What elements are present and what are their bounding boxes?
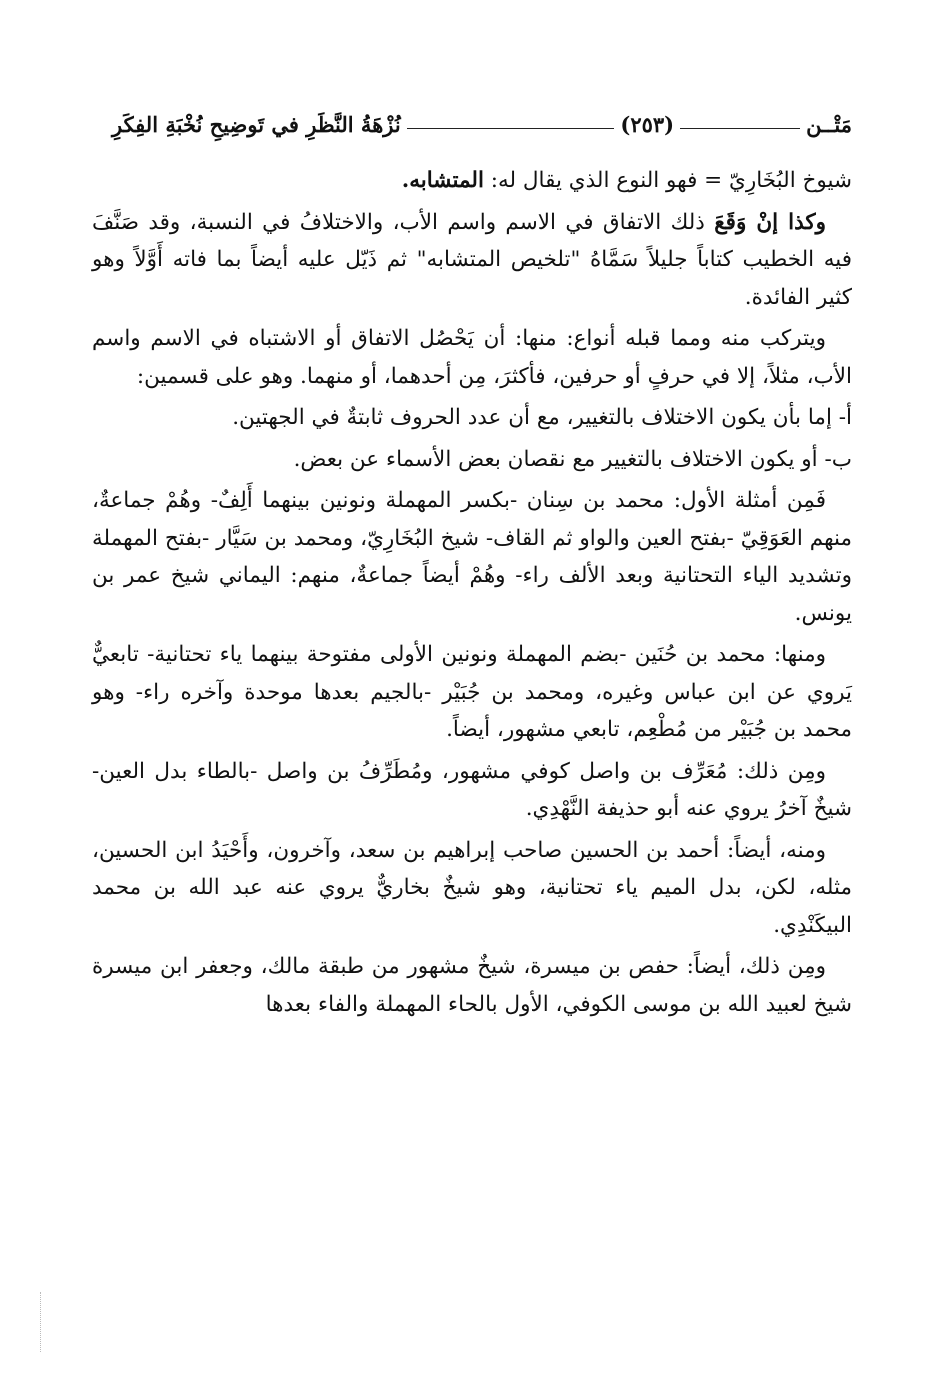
page-number: (٢٥٣) — [620, 111, 675, 137]
paragraph-4 — [92, 399, 852, 437]
paragraph-10 — [92, 948, 852, 1023]
paragraph-9 — [92, 832, 852, 945]
paragraph-text: ومنها: محمد بن حُنَين -بضم المهملة ونونين الأولى مفتوحة بينهما ياء تحتانية- تابعيٌّ يَروي عن ابن عباس وغيره، ومحمد بن جُبَيْر -بالجيم بعدها موحدة وآخره راء- وهو محمد بن جُبَيْر من مُطْعِم، تابعي مشهور، أيضاً. — [92, 642, 852, 742]
paragraph-5 — [92, 441, 852, 479]
paragraph-1 — [92, 162, 852, 200]
paragraph-2 — [92, 204, 852, 317]
paragraph-text: ذلك الاتفاق في الاسم واسم الأب، والاختلافُ في النسبة، وقد صَنَّفَ فيه الخطيب كتاباً جليلاً سَمَّاهُ "تلخيص المتشابه" ثم ذَيّل عليه أيضاً بما فاته أَوَّلاً وهو كثير الفائدة. — [92, 209, 852, 310]
header-rule-right — [680, 128, 800, 129]
paragraph-text: ومِن ذلك، أيضاً: حفص بن ميسرة، شيخٌ مشهور من طبقة مالك، وجعفر ابن ميسرة شيخ لعبيد الله بن موسى الكوفي، الأول بالحاء المهملة والفاء بعدها — [92, 954, 852, 1017]
scan-margin-mark — [40, 1292, 45, 1352]
running-head — [112, 104, 852, 144]
paragraph-text: فَمِن أمثلة الأول: محمد بن سِنان -بكسر المهملة ونونين بينهما أَلِفٌ- وهُمْ جماعةٌ، منهم العَوَقِيّ -بفتح العين والواو ثم القاف- شيخ البُخَارِيّ، ومحمد بن سَيَّار -بفتح المهملة وتشديد الياء التحتانية وبعد الألف راء- وهُمْ أيضاً جماعةٌ، منهم: اليماني شيخ عمر بن يونس. — [92, 488, 852, 626]
paragraph-text: ب- أو يكون الاختلاف بالتغيير مع نقصان بعض الأسماء عن بعض. — [293, 446, 852, 472]
paragraph-3 — [92, 320, 852, 395]
body-text — [92, 162, 852, 1027]
paragraph-text: شيوخ البُخَارِيّ = فهو النوع الذي يقال له: — [483, 168, 852, 193]
paragraph-text: ومِن ذلك: مُعَرِّف بن واصل كوفي مشهور، ومُطَرِّفُ بن واصل -بالطاء بدل العين- شيخٌ آخرُ يروي عنه أبو حذيفة النَّهْدِي. — [92, 758, 852, 821]
book-title: نُزْهَةُ النَّظَرِ في تَوضِيحِ نُخْبَةِ الفِكَرِ — [112, 111, 401, 137]
header-rule-left — [407, 128, 615, 129]
paragraph-text: أ- إما بأن يكون الاختلاف بالتغيير، مع أن عدد الحروف ثابتةٌ في الجهتين. — [232, 405, 852, 430]
paragraph-text: ويتركب منه ومما قبله أنواع: منها: أن يَحْصُل الاتفاق أو الاشتباه في الاسم واسم الأب، مثلاً، إلا في حرفٍ أو حرفين، فأكثرَ، مِن أحدهما، أو منهما. وهو على قسمين: — [92, 326, 852, 389]
paragraph-8 — [92, 753, 852, 828]
matn-phrase: وكذا إنْ وَقَعَ — [714, 209, 826, 235]
paragraph-text: ومنه، أيضاً: أحمد بن الحسين صاحب إبراهيم بن سعد، وآخرون، وأَحْيَدُ ابن الحسين، مثله، لكن، بدل الميم ياء تحتانية، وهو شيخٌ بخاريٌّ يروي عنه عبد الله بن محمد البيكَنْدِي. — [92, 837, 852, 938]
section-label: مَتْــن — [806, 111, 852, 137]
paragraph-7 — [92, 636, 852, 749]
paragraph-6 — [92, 482, 852, 632]
term-mutashabih: المتشابه. — [401, 168, 484, 193]
